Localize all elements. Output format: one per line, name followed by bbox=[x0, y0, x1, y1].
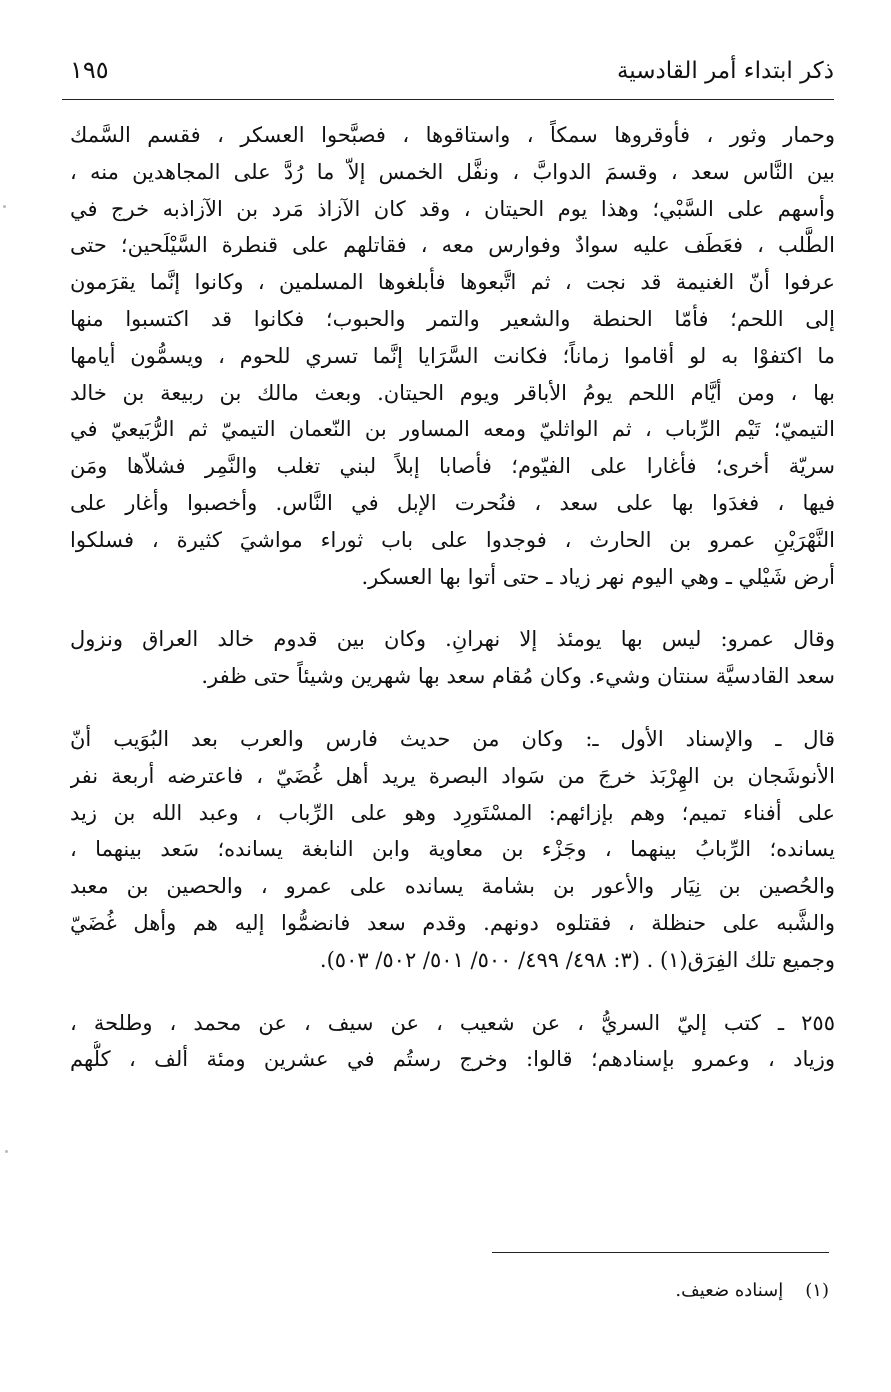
paragraph-4 bbox=[70, 1005, 835, 1079]
text-line: بين النَّاس سعد ، وقسمَ الدوابَّ ، ونفَّل الخمس إلاّ ما رُدَّ على المجاهدين منه ، bbox=[70, 159, 835, 184]
text-line: النَّهْرَيْنِ عمرو بن الحارث ، فوجدوا على باب ثوراء مواشيَ كثيرة ، فسلكوا bbox=[70, 527, 835, 552]
scan-speck bbox=[3, 205, 6, 208]
text-line: وجميع تلك الفِرَق(١) . (٣: ٤٩٨/ ٤٩٩/ ٥٠٠/ ٥٠١/ ٥٠٢/ ٥٠٣). bbox=[319, 947, 835, 972]
paragraph-spacer bbox=[70, 979, 835, 1005]
text-line: بها ، ومن أيَّام اللحم يومُ الأباقر ويوم الحيتان. وبعث مالك بن ربيعة بن خالد bbox=[70, 380, 835, 405]
footnote-number: (١) bbox=[805, 1280, 829, 1301]
text-line: وحمار وثور ، فأوقروها سمكاً ، واستاقوها ، فصبَّحوا العسكر ، فقسم السَّمك bbox=[70, 123, 835, 147]
text-line: على أفناء تميم؛ وهم بإزائهم: المسْتَورِد وهو على الرِّباب ، وعبد الله بن زيد bbox=[70, 800, 835, 825]
text-line: فيها ، فغدَوا بها على سعد ، فنُحرت الإبل في النَّاس. وأخصبوا وأغار على bbox=[70, 490, 835, 515]
text-line: سريّة أخرى؛ فأغارا على الفيّوم؛ فأصابا إبلاً لبني تغلب والنَّمِر فشلاّها ومَن bbox=[70, 454, 835, 479]
text-line: عرفوا أنّ الغنيمة قد نجت ، ثم اتَّبعوها فأبلغوها المسلمين ، وكانوا إنَّما يقرَمون bbox=[70, 270, 835, 295]
footnote-text: إسناده ضعيف. bbox=[675, 1280, 784, 1301]
text-line: والحُصين بن نِيَار والأعور بن بشامة يسانده على عمرو ، والحصين بن معبد bbox=[70, 874, 835, 899]
text-line: الأنوشَجان بن الهِرْبَذ خرجَ من سَواد البصرة يريد أهل غُضَيّ ، فاعترضه أربعة نفر bbox=[70, 763, 835, 788]
paragraph-spacer bbox=[70, 695, 835, 721]
text-line: والشَّبه على حنظلة ، فقتلوه دونهم. وقدم سعد فانضمُّوا إليه هم وأهل غُضَيّ bbox=[70, 910, 835, 935]
text-line: وزياد ، وعمرو بإسنادهم؛ قالوا: وخرج رستُم في عشرين ومئة ألف ، كلُّهم bbox=[70, 1047, 835, 1072]
text-line: ٢٥٥ ـ كتب إليّ السريُّ ، عن شعيب ، عن سيف ، عن محمد ، وطلحة ، bbox=[70, 1010, 835, 1035]
header-rule bbox=[62, 99, 834, 100]
text-line: ما اكتفوْا به لو أقاموا زماناً؛ فكانت السَّرَايا إنَّما تسري للحوم ، ويسمُّون أيامها bbox=[70, 343, 835, 368]
text-line: سعد القادسيَّة سنتان وشيء. وكان مُقام سعد بها شهرين وشيئاً حتى ظفر. bbox=[201, 664, 835, 689]
text-line: وأسهم على السَّبْي؛ وهذا يوم الحيتان ، وقد كان الآزاذ مَرد بن الآزاذبه خرج في bbox=[70, 196, 835, 221]
paragraph-1 bbox=[70, 117, 835, 595]
paragraph-3 bbox=[70, 721, 835, 979]
scan-speck bbox=[5, 1150, 8, 1153]
text-line: الطَّلب ، فعَطَف عليه سوادٌ وفوارس معه ، فقاتلهم على قنطرة السَّيْلَحين؛ حتى bbox=[70, 233, 835, 258]
text-line: إلى اللحم؛ فأمّا الحنطة والشعير والتمر والحبوب؛ فكانوا قد اكتسبوا منها bbox=[70, 306, 835, 331]
running-head bbox=[62, 56, 834, 96]
paragraph-2 bbox=[70, 621, 835, 695]
footnote-rule bbox=[492, 1252, 829, 1253]
text-line: وقال عمرو: ليس بها يومئذ إلا نهرانِ. وكان بين قدوم خالد العراق ونزول bbox=[70, 627, 835, 652]
main-text bbox=[70, 117, 835, 1078]
text-line: قال ـ والإسناد الأول ـ: وكان من حديث فارس والعرب بعد البُوَيب أنّ bbox=[70, 726, 835, 751]
footnote bbox=[675, 1280, 829, 1301]
text-line: أرض شَيْلي ـ وهي اليوم نهر زياد ـ حتى أتوا بها العسكر. bbox=[361, 564, 835, 589]
chapter-title: ذكر ابتداء أمر القادسية bbox=[616, 58, 834, 84]
page-number: ١٩٥ bbox=[70, 56, 109, 84]
text-line: التيميّ؛ تَيْم الرِّباب ، ثم الواثليّ ومعه المساور بن النّعمان التيميّ ثم الرُّبَيعيّ في bbox=[70, 417, 835, 442]
text-line: يسانده؛ الرِّبابُ بينهما ، وجَزْء بن معاوية وابن النابغة يسانده؛ سَعد بينهما ، bbox=[70, 837, 835, 862]
paragraph-spacer bbox=[70, 595, 835, 621]
